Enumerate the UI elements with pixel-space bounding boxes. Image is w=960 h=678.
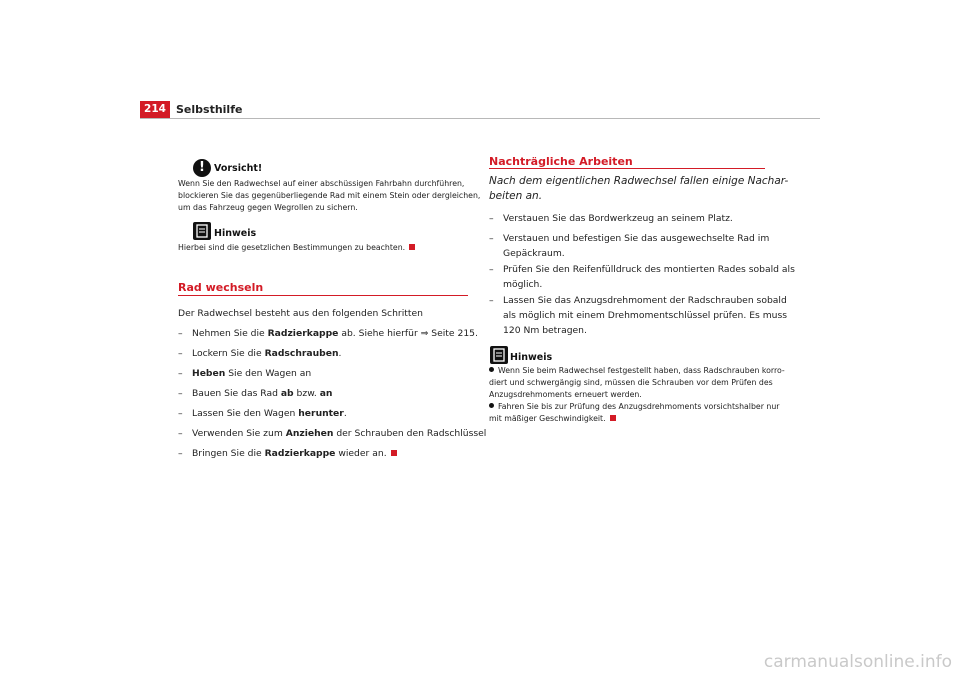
note-icon-glyph bbox=[193, 222, 211, 240]
section-divider bbox=[178, 295, 468, 296]
dash: – bbox=[489, 213, 494, 224]
end-marker bbox=[409, 244, 415, 250]
lead-text: Nach dem eigentlichen Radwechsel fallen einige Nachar- bbox=[489, 175, 789, 187]
header-title: Selbsthilfe bbox=[176, 103, 243, 116]
dash: – bbox=[489, 233, 494, 244]
step-item: – Lassen Sie den Wagen herunter. bbox=[178, 408, 347, 419]
step-item: – Verwenden Sie zum Anziehen der Schrauben den Radschlüssel bbox=[178, 428, 487, 439]
note-text: Hierbei sind die gesetzlichen Bestimmungen zu beachten. bbox=[178, 242, 415, 254]
end-marker bbox=[610, 415, 616, 421]
warning-line: um das Fahrzeug gegen Wegrollen zu sichern. bbox=[178, 203, 358, 212]
page-number: 214 bbox=[140, 101, 170, 118]
step-item: – Lockern Sie die Radschrauben. bbox=[178, 348, 342, 359]
section-title-nachtraegliche-arbeiten: Nachträgliche Arbeiten bbox=[489, 155, 633, 168]
note-title: Hinweis bbox=[214, 228, 257, 239]
section-divider bbox=[489, 168, 765, 169]
end-marker bbox=[391, 450, 397, 456]
note-icon bbox=[193, 222, 211, 240]
bullet-icon bbox=[489, 367, 494, 372]
intro-text: Der Radwechsel besteht aus den folgenden Schritten bbox=[178, 308, 423, 319]
warning-line: blockieren Sie das gegenüberliegende Rad mit einem Stein oder dergleichen, bbox=[178, 191, 481, 200]
dash: – bbox=[489, 295, 494, 306]
dash: – bbox=[178, 388, 183, 399]
note-title: Hinweis bbox=[510, 352, 553, 363]
note-icon bbox=[490, 346, 508, 364]
step-item: – Verstauen Sie das Bordwerkzeug an seinem Platz. bbox=[489, 213, 733, 224]
dash: – bbox=[178, 408, 183, 419]
dash: – bbox=[489, 264, 494, 275]
dash: – bbox=[178, 348, 183, 359]
dash: – bbox=[178, 448, 183, 459]
watermark-link[interactable]: carmanualsonline.info bbox=[763, 652, 952, 672]
warning-line: Wenn Sie den Radwechsel auf einer abschüssigen Fahrbahn durchführen, bbox=[178, 179, 465, 188]
step-item: – Nehmen Sie die Radzierkappe ab. Siehe hierfür ⇒ Seite 215. bbox=[178, 328, 478, 339]
note-bullet: Wenn Sie beim Radwechsel festgestellt haben, dass Radschrauben korro- diert und schwergängig sind, müssen die Schrauben vor dem Prüfen des Anzugsdrehmoments erneuert werden. bbox=[489, 366, 785, 399]
bullet-icon bbox=[489, 403, 494, 408]
step-item: – Bringen Sie die Radzierkappe wieder an. bbox=[178, 446, 397, 461]
section-title-rad-wechseln: Rad wechseln bbox=[178, 281, 264, 294]
step-item: – Bauen Sie das Rad ab bzw. an bbox=[178, 388, 333, 399]
step-item: – Prüfen Sie den Reifenfülldruck des montierten Rades sobald als möglich. bbox=[489, 264, 795, 290]
step-item: – Verstauen und befestigen Sie das ausgewechselte Rad im Gepäckraum. bbox=[489, 233, 770, 259]
warning-icon: ! bbox=[193, 159, 211, 177]
warning-title: Vorsicht! bbox=[214, 163, 263, 174]
dash: – bbox=[178, 368, 183, 379]
note-icon-glyph bbox=[490, 346, 508, 364]
step-item: – Heben Sie den Wagen an bbox=[178, 368, 312, 379]
note-bullet: Fahren Sie bis zur Prüfung des Anzugsdrehmoments vorsichtshalber nur mit mäßiger Geschwindigkeit. bbox=[489, 402, 780, 423]
step-item: – Lassen Sie das Anzugsdrehmoment der Radschrauben sobald als möglich mit einem Drehmomentschlüssel prüfen. Es muss 120 Nm betragen. bbox=[489, 295, 788, 336]
dash: – bbox=[178, 328, 183, 339]
dash: – bbox=[178, 428, 183, 439]
header-divider bbox=[140, 118, 820, 119]
lead-text: beiten an. bbox=[489, 190, 543, 202]
